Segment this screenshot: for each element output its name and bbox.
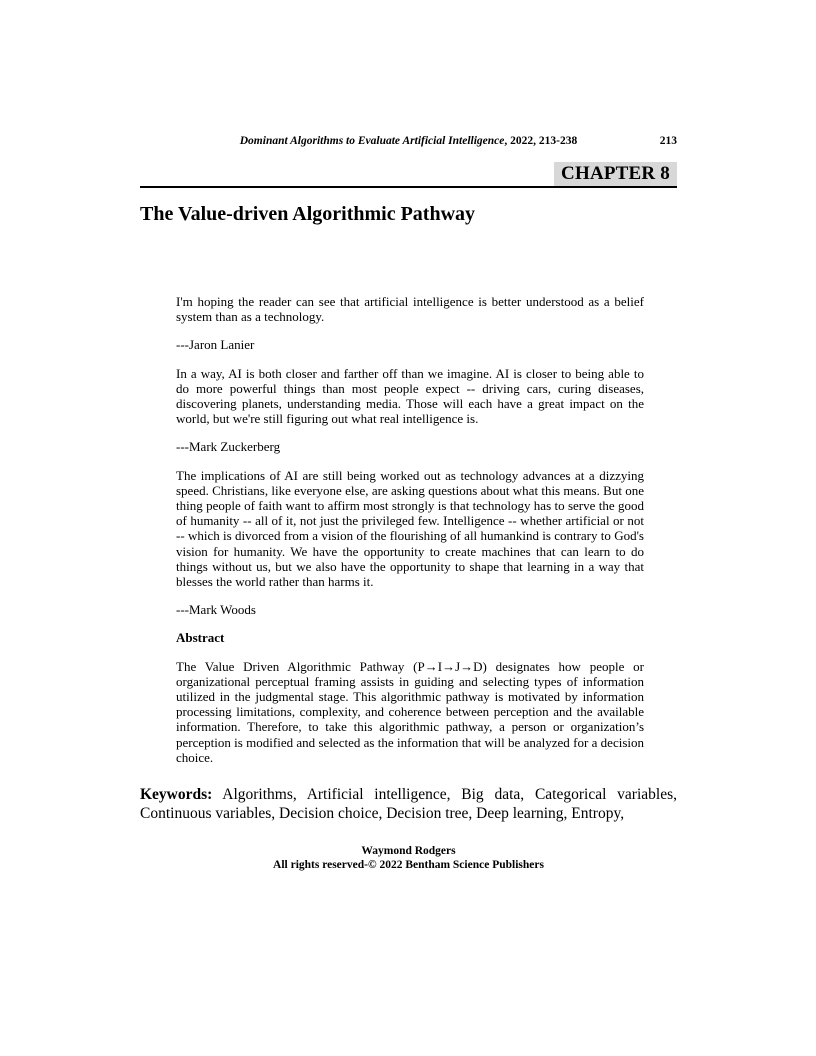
keywords-text: Algorithms, Artificial intelligence, Big data, Categorical variables, Continuous variables, Decision choice, Decision tree, Deep learning, Entropy, (140, 786, 677, 822)
quote-paragraph: I'm hoping the reader can see that artificial intelligence is better understood as a belief system than as a technology. (176, 294, 644, 325)
page-number: 213 (659, 135, 677, 147)
keywords (140, 786, 677, 823)
running-header (140, 135, 677, 148)
abstract-heading: Abstract (176, 630, 225, 646)
quote-paragraph: In a way, AI is both closer and farther off than we imagine. AI is closer to being able to do more powerful things than most people expect -- driving cars, curing diseases, discovering planets, understanding media. Those will each have a great impact on the world, but we're still figuring out what real intelligence is. (176, 365, 644, 427)
chapter-badge: CHAPTER 8 (554, 162, 677, 186)
chapter-rule (140, 162, 677, 188)
footer-author: Waymond Rodgers (361, 845, 456, 858)
quote-attribution: ---Mark Zuckerberg (176, 439, 281, 455)
body-block (176, 294, 644, 765)
quote-paragraph: The implications of AI are still being worked out as technology advances at a dizzying speed. Christians, like everyone else, are asking questions about what this means. But one thing people of faith want to affirm most strongly is that technology has to serve the good of humanity -- all of it, not just the privileged few. Intelligence -- whether artificial or not -- which is divorced from a vision of the flourishing of all humankind is contrary to God's vision for humanity. We have the opportunity to create machines that can learn to do things without us, but we also have the opportunity to shape that learning in a way that blesses the world rather than harms it. (176, 467, 644, 590)
quote-attribution: ---Mark Woods (176, 602, 256, 618)
running-header-suffix: , 2022, 213-238 (504, 135, 578, 147)
quote-attribution: ---Jaron Lanier (176, 337, 255, 353)
footer-rights: All rights reserved-© 2022 Bentham Science Publishers (273, 858, 544, 871)
running-header-title: Dominant Algorithms to Evaluate Artificial Intelligence (239, 135, 505, 147)
abstract-text: The Value Driven Algorithmic Pathway (P→I→J→D) designates how people or organizational perceptual framing assists in guiding and selecting types of information utilized in the judgmental stage. This algorithmic pathway is motivated by information processing limitations, complexity, and coherence between perception and the available information. Therefore, to take this algorithmic pathway, a person or organization’s perception is modified and selected as the information that will be analyzed for a decision choice. (176, 658, 644, 765)
keywords-label: Keywords: (140, 786, 213, 804)
page-title: The Value-driven Algorithmic Pathway (140, 203, 476, 225)
page-footer (140, 845, 677, 872)
